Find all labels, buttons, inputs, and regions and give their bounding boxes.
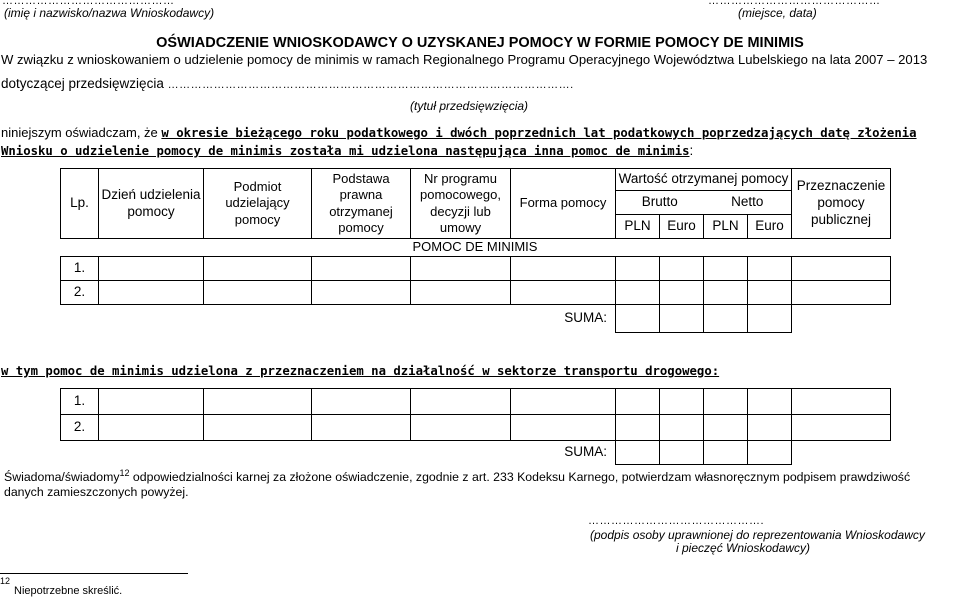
place-date-dots: ……………………………………… — [708, 0, 881, 7]
transport-table — [60, 388, 891, 465]
declaration-rest: odpowiedzialności karnej za złożone oświadczenie, zgodnie z art. 233 Kodeksu Karnego, potwierdzam własnoręcznym podpisem prawdziwość — [129, 470, 911, 485]
document-title: OŚWIADCZENIE WNIOSKODAWCY O UZYSKANEJ POMOCY W FORMIE POMOCY DE MINIMIS — [156, 35, 804, 51]
table-row — [61, 257, 891, 281]
col-gross-header: Brutto — [616, 191, 704, 215]
footnote-text: Niepotrzebne skreślić. — [14, 585, 123, 597]
statement-bold-2: Wniosku o udzielenie pomocy de minimis została mi udzielona następująca inna pomoc de minimis — [1, 144, 690, 158]
sum-row — [61, 305, 891, 333]
sum-label: SUMA: — [564, 444, 607, 460]
row-number: 1. — [61, 389, 99, 415]
col-legal-header: Podstawa prawna otrzymanej pomocy — [312, 169, 411, 239]
project-title-caption: (tytuł przedsięwzięcia) — [410, 99, 529, 113]
project-title-dots: ……………………………………………………………………………………………. — [167, 79, 574, 91]
col-pln-2-header: PLN — [704, 215, 748, 239]
row-number: 2. — [61, 281, 99, 305]
col-date-header: Dzień udzielenia pomocy — [99, 169, 204, 239]
col-euro-1-header: Euro — [660, 215, 704, 239]
applicant-name-caption: (imię i nazwisko/nazwa Wnioskodawcy) — [4, 6, 215, 20]
col-lp-header: Lp. — [61, 169, 99, 239]
statement-line-2 — [1, 143, 693, 158]
signature-caption-2: i pieczęć Wnioskodawcy) — [676, 541, 811, 555]
col-form-header: Forma pomocy — [511, 169, 616, 239]
signature-dots: ………………………………………. — [588, 515, 765, 527]
footnote-reference: 12 — [119, 468, 130, 478]
col-net-header: Netto — [704, 191, 792, 215]
col-purpose-header: Przeznaczenie pomocy publicznej — [792, 169, 891, 239]
transport-heading: w tym pomoc de minimis udzielona z przeznaczeniem na działalność w sektorze transportu drogowego: — [1, 364, 720, 378]
col-entity-header: Podmiot udzielający pomocy — [204, 169, 312, 239]
signature-caption-1: (podpis osoby uprawnionej do reprezentowania Wnioskodawcy — [590, 528, 925, 542]
footnote-rule — [0, 573, 188, 574]
section-label: POMOC DE MINIMIS — [412, 239, 538, 255]
row-number: 2. — [61, 415, 99, 441]
table-row — [61, 415, 891, 441]
intro-line-2-label: dotyczącej przedsięwzięcia — [1, 76, 164, 91]
declaration-line-1 — [4, 468, 910, 484]
statement-lead: niniejszym oświadczam, że — [1, 125, 162, 140]
intro-line-2 — [1, 76, 574, 91]
footnote-number: 12 — [0, 576, 11, 586]
statement-colon: : — [689, 143, 694, 158]
row-number: 1. — [61, 257, 99, 281]
statement-line-1 — [1, 125, 917, 140]
place-date-caption: (miejsce, data) — [738, 6, 817, 20]
col-pln-1-header: PLN — [616, 215, 660, 239]
declaration-line-2: danych zamieszczonych powyżej. — [4, 485, 189, 499]
intro-line-1: W związku z wnioskowaniem o udzielenie pomocy de minimis w ramach Regionalnego Programu Operacyjnego Województwa Lubelskiego na lata 2007 – 2013 — [1, 52, 928, 67]
col-euro-2-header: Euro — [748, 215, 792, 239]
statement-bold-1: w okresie bieżącego roku podatkowego i dwóch poprzednich lat podatkowych poprzedzających datę złożenia — [161, 126, 917, 140]
col-value-header: Wartość otrzymanej pomocy — [616, 169, 792, 191]
table-row — [61, 281, 891, 305]
de-minimis-table — [60, 168, 891, 333]
col-program-header: Nr programu pomocowego, decyzji lub umowy — [411, 169, 511, 239]
sum-label: SUMA: — [564, 310, 607, 326]
declaration-lead: Świadoma/świadomy — [4, 470, 120, 485]
applicant-name-dots: ……………………………………… — [2, 0, 175, 7]
sum-row — [61, 441, 891, 465]
table-row — [61, 389, 891, 415]
